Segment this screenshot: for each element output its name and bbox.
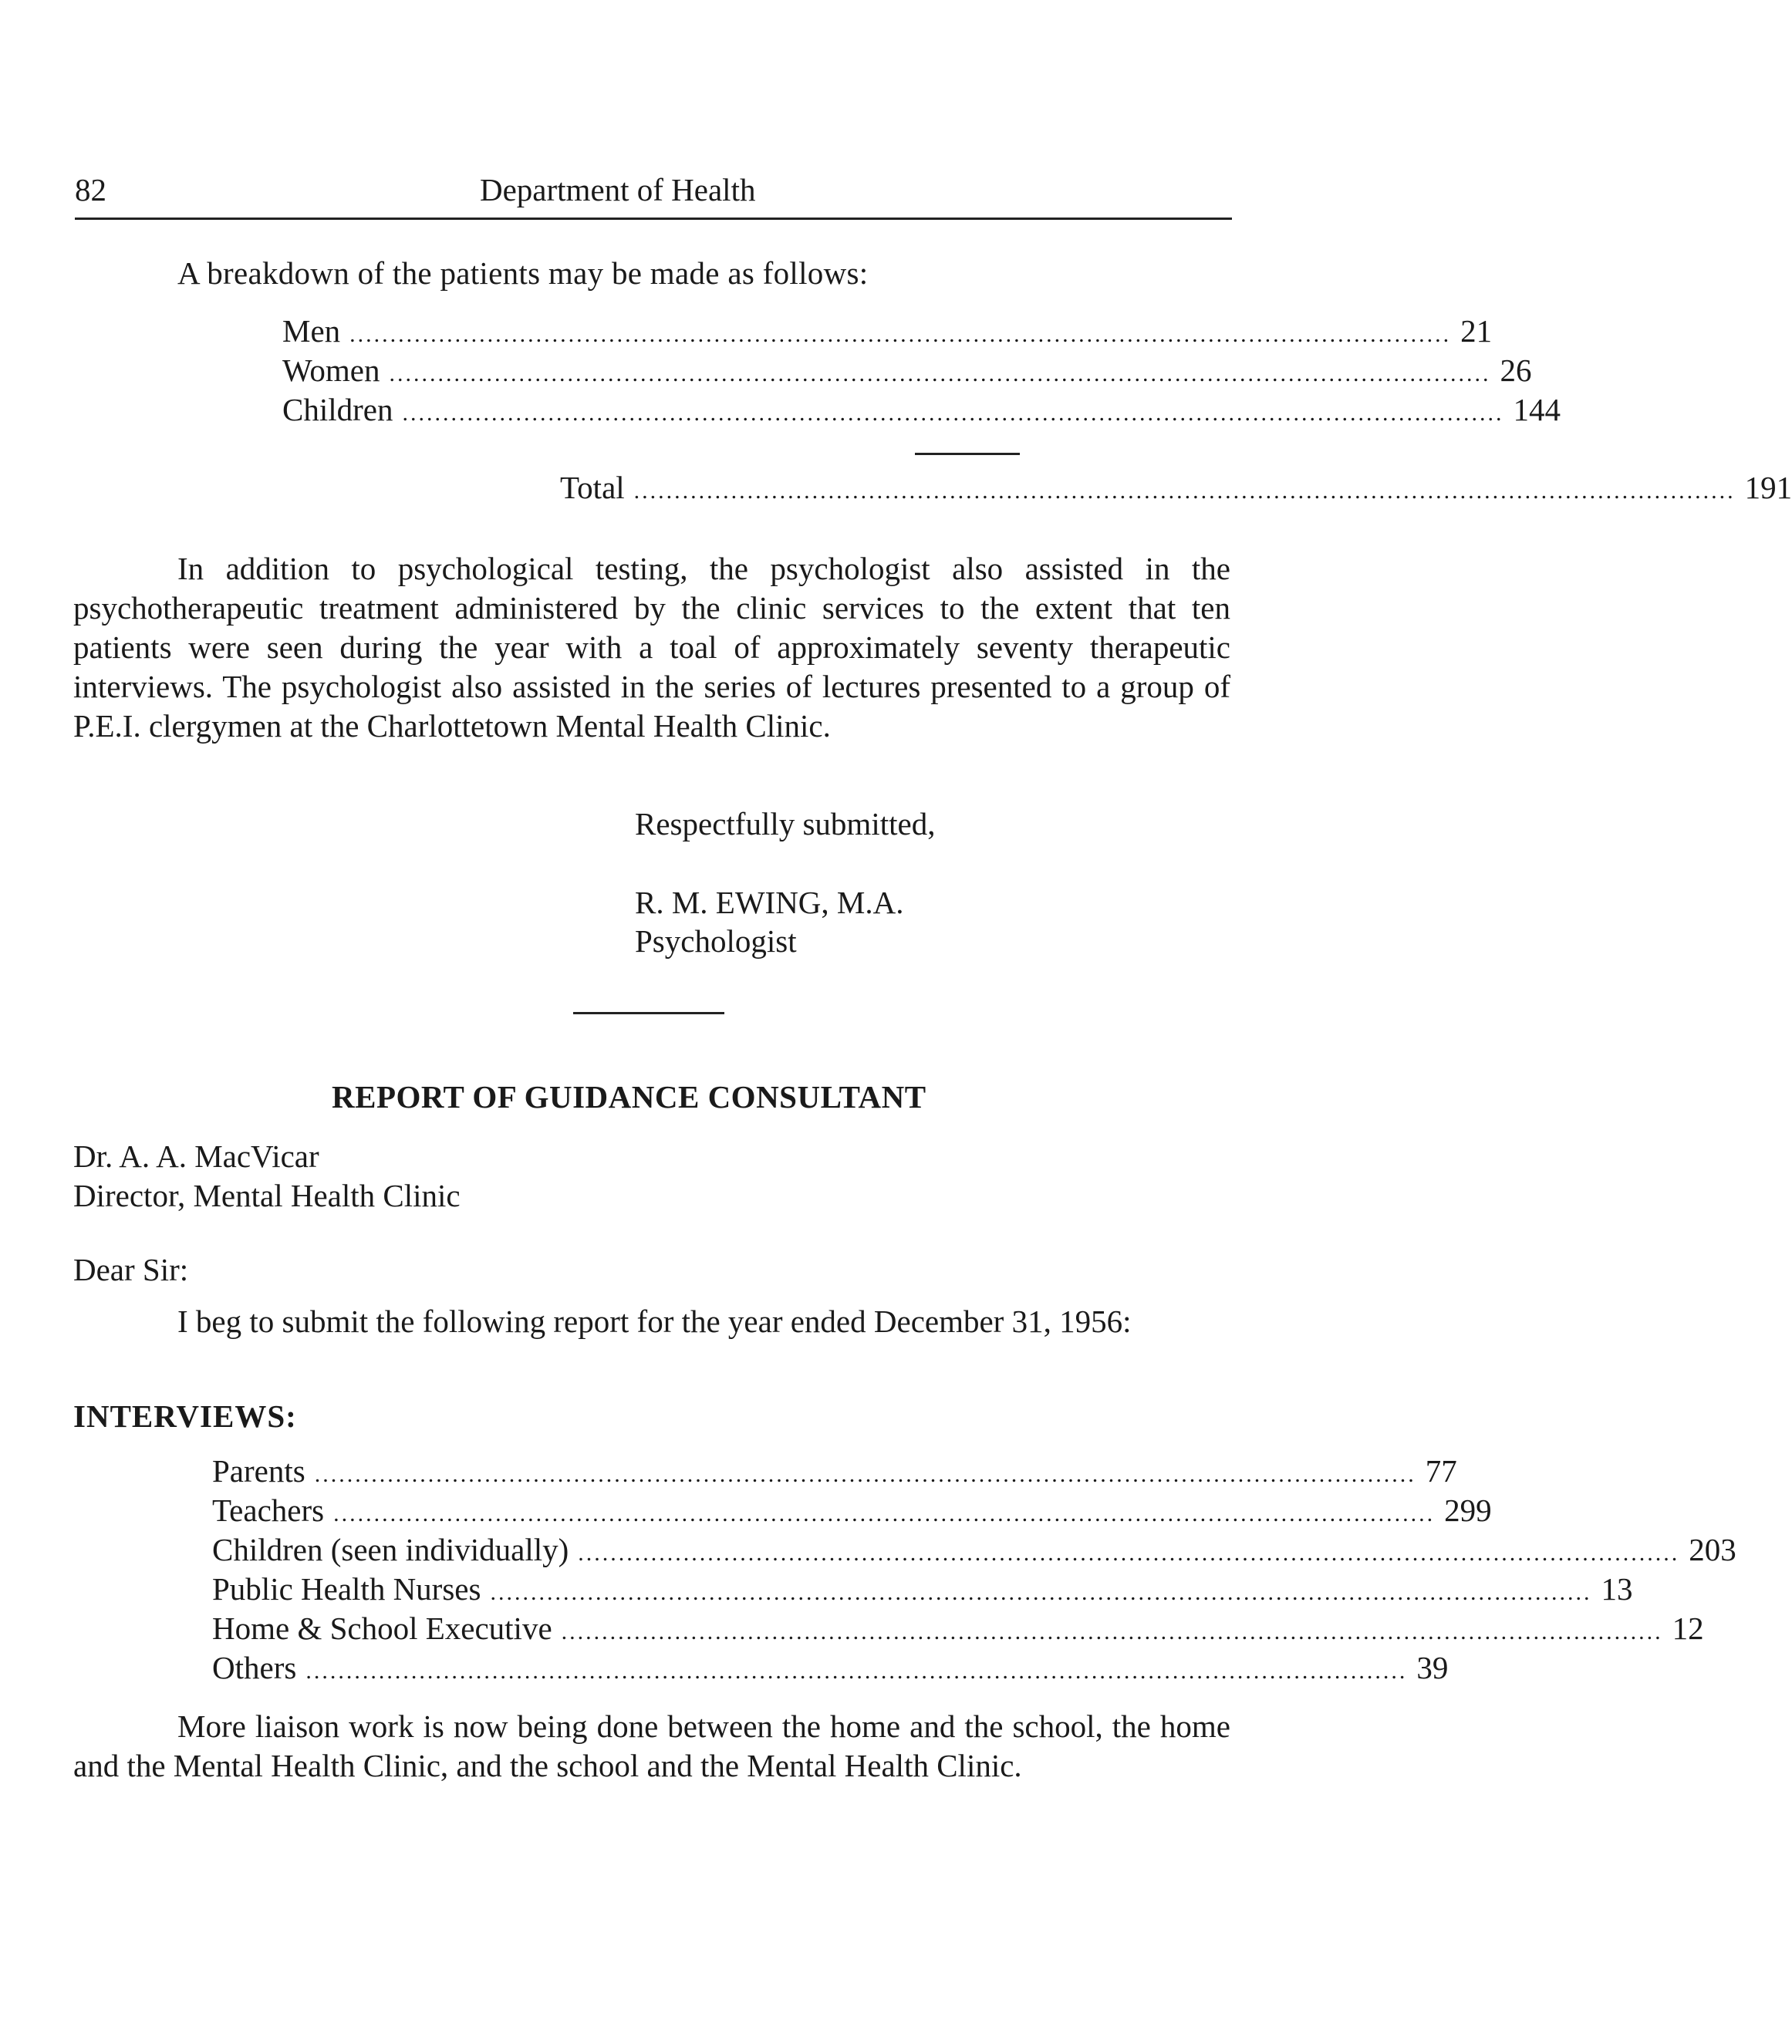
interview-value: 77 bbox=[1425, 1453, 1457, 1489]
breakdown-label: Children bbox=[282, 392, 393, 427]
leader-dots: ........................................................................................................................................ bbox=[578, 1540, 1680, 1566]
total-value: 191 bbox=[1744, 470, 1792, 505]
signature-title: Psychologist bbox=[635, 923, 797, 959]
running-title: Department of Health bbox=[480, 172, 756, 207]
breakdown-label: Men bbox=[282, 313, 341, 349]
interviews-heading: INTERVIEWS: bbox=[73, 1398, 297, 1434]
breakdown-row-women bbox=[282, 352, 1532, 390]
page-number: 82 bbox=[75, 172, 106, 207]
breakdown-intro: A breakdown of the patients may be made as follows: bbox=[177, 255, 869, 291]
interview-label: Others bbox=[212, 1650, 297, 1685]
interview-row-teachers bbox=[212, 1492, 1492, 1530]
liaison-paragraph: More liaison work is now being done between the home and the school, the home and the Mental Health Clinic, and the school and the Mental Health Clinic. bbox=[73, 1708, 1230, 1783]
submission-text: I beg to submit the following report for the year ended December 31, 1956: bbox=[177, 1304, 1132, 1339]
interview-row-children bbox=[212, 1531, 1736, 1569]
leader-dots: ........................................................................................................................................ bbox=[561, 1619, 1663, 1644]
leader-dots: ........................................................................................................................................ bbox=[633, 478, 1736, 504]
breakdown-row-men bbox=[282, 312, 1493, 350]
signature-name: R. M. EWING, M.A. bbox=[635, 885, 904, 920]
addressee-title: Director, Mental Health Clinic bbox=[73, 1178, 461, 1213]
psychologist-paragraph: In addition to psychological testing, the psychologist also assisted in the psychotherapeutic treatment administered by the clinic services to the extent that ten patients were seen during the year with a toal of approximately seventy therapeutic interviews. The psychologist also assisted in the series of lectures presented to a group of P.E.I. clergymen at the Charlottetown Mental Health Clinic. bbox=[73, 551, 1230, 744]
interview-value: 203 bbox=[1689, 1532, 1736, 1567]
leader-dots: ........................................................................................................................................ bbox=[333, 1501, 1436, 1526]
interview-label: Parents bbox=[212, 1453, 305, 1489]
interview-row-parents bbox=[212, 1452, 1457, 1490]
breakdown-label: Women bbox=[282, 352, 380, 388]
addressee-name: Dr. A. A. MacVicar bbox=[73, 1138, 319, 1174]
interview-value: 12 bbox=[1672, 1611, 1704, 1646]
interview-label: Public Health Nurses bbox=[212, 1571, 481, 1607]
interview-value: 299 bbox=[1444, 1493, 1492, 1528]
leader-dots: ........................................................................................................................................ bbox=[305, 1658, 1408, 1684]
leader-dots: ........................................................................................................................................ bbox=[314, 1462, 1416, 1487]
leader-dots: ........................................................................................................................................ bbox=[349, 322, 1452, 347]
breakdown-row-children bbox=[282, 391, 1561, 429]
interview-label: Teachers bbox=[212, 1493, 325, 1528]
report-title: REPORT OF GUIDANCE CONSULTANT bbox=[332, 1079, 926, 1115]
breakdown-total-row bbox=[560, 469, 1792, 507]
total-label: Total bbox=[560, 470, 625, 505]
header-rule bbox=[75, 218, 1232, 220]
closing-line: Respectfully submitted, bbox=[635, 806, 936, 842]
leader-dots: ........................................................................................................................................ bbox=[402, 400, 1504, 426]
interview-row-others bbox=[212, 1649, 1449, 1687]
breakdown-value: 26 bbox=[1500, 352, 1532, 388]
breakdown-value: 21 bbox=[1460, 313, 1493, 349]
interview-row-home-school bbox=[212, 1610, 1704, 1648]
section-divider bbox=[573, 1012, 724, 1014]
salutation: Dear Sir: bbox=[73, 1252, 189, 1287]
total-rule bbox=[915, 453, 1020, 455]
interview-value: 39 bbox=[1416, 1650, 1449, 1685]
interview-label: Children (seen individually) bbox=[212, 1532, 569, 1567]
interview-value: 13 bbox=[1601, 1571, 1633, 1607]
interview-row-nurses bbox=[212, 1570, 1633, 1608]
leader-dots: ........................................................................................................................................ bbox=[389, 361, 1491, 386]
interview-label: Home & School Executive bbox=[212, 1611, 552, 1646]
leader-dots: ........................................................................................................................................ bbox=[490, 1580, 1592, 1605]
breakdown-value: 144 bbox=[1513, 392, 1561, 427]
